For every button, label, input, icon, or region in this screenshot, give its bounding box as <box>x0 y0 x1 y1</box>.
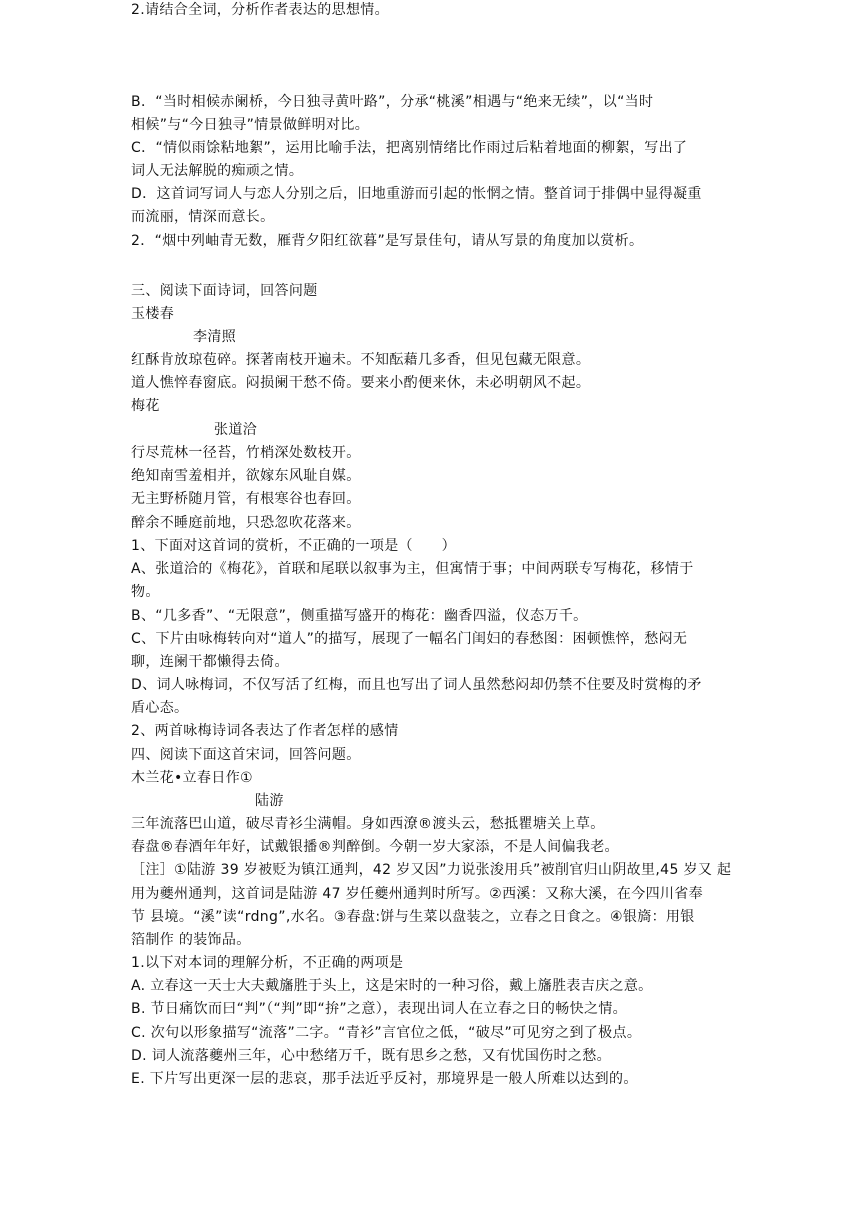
text-line: 三、阅读下面诗词，回答问题 <box>131 283 318 299</box>
text-line: 聊，连阑干都懒得去倚。 <box>131 654 289 670</box>
text-line: 红酥肯放琼苞碎。探著南枝开遍未。不知酝藉几多香，但见包藏无限意。 <box>131 352 591 368</box>
text-line: 玉楼春 <box>131 306 175 322</box>
text-line: 箔制作 的装饰品。 <box>131 932 251 948</box>
text-line: 无主野桥随月管，有根寒谷也春回。 <box>131 491 361 507</box>
text-line: C．“情似雨馀粘地絮”，运用比喻手法，把离别情绪比作雨过后粘着地面的柳絮，写出了 <box>131 140 688 156</box>
text-line: 张道洽 <box>214 422 258 438</box>
text-line: C、下片由咏梅转向对“道人”的描写，展现了一幅名门闺妇的春愁图：困顿憔悴，愁闷无 <box>131 631 688 647</box>
text-line: 2.请结合全词，分析作者表达的思想情。 <box>131 2 390 18</box>
text-line: 节 县境。“溪”读“rdng”,水名。③春盘:饼与生菜以盘装之，立春之日食之。④银旖：用银 <box>131 909 695 925</box>
text-line: ［注］①陆游 39 岁被贬为镇江通判，42 岁又因”力说张浚用兵”被削官归山阴故里,45 岁又 起 <box>131 862 732 878</box>
text-line: 2、两首咏梅诗词各表达了作者怎样的感情 <box>131 723 399 739</box>
text-line: 盾心态。 <box>131 700 189 716</box>
text-line: 三年流落巴山道，破尽青衫尘满帽。身如西潦®渡头云，愁抵瞿塘关上草。 <box>131 816 605 832</box>
text-line: B．“当时相候赤阑桥，今日独寻黄叶路”，分承“桃溪”相遇与“绝来无续”，以“当时 <box>131 94 654 110</box>
text-line: 1、下面对这首词的赏析，不正确的一项是（ ） <box>131 538 456 554</box>
text-line: 木兰花•立春日作① <box>131 770 253 786</box>
text-line: 四、阅读下面这首宋词，回答问题。 <box>131 747 361 763</box>
text-line: 用为夔州通判，这首词是陆游 47 岁任夔州通判时所写。②西溪：又称大溪，在今四川省奉 <box>131 886 703 902</box>
text-line: 春盘®春酒年年好，试戴银播®判醉倒。今朝一岁大家添，不是人间偏我老。 <box>131 839 619 855</box>
text-line: 行尽荒林一径苔，竹梢深处数枝开。 <box>131 445 361 461</box>
text-line: 词人无法解脱的痴顽之情。 <box>131 163 304 179</box>
text-line: D．这首词写词人与恋人分别之后，旧地重游而引起的怅惘之情。整首词于排偶中显得凝重 <box>131 186 702 202</box>
text-line: D、词人咏梅词，不仅写活了红梅，而且也写出了词人虽然愁闷却仍禁不住要及时赏梅的矛 <box>131 677 702 693</box>
text-line: 2．“烟中列岫青无数，雁背夕阳红欲暮”是写景佳句，请从写景的角度加以赏析。 <box>131 233 644 249</box>
text-line: 物。 <box>131 584 160 600</box>
text-line: B、“几多香”、“无限意”，侧重描写盛开的梅花：幽香四溢，仪态万千。 <box>131 608 588 624</box>
text-line: 梅花 <box>131 398 160 414</box>
text-line: 绝知南雪羞相并，欲嫁东风耻自媒。 <box>131 468 361 484</box>
text-line: E. 下片写出更深一层的悲哀，那手法近乎反衬，那境界是一般人所难以达到的。 <box>131 1071 638 1087</box>
text-line: B. 节日痛饮而曰“判”（“判”即“拚”之意），表现出词人在立春之日的畅快之情。 <box>131 1001 628 1017</box>
text-line: A. 立春这一天士大夫戴旛胜于头上，这是宋时的一种习俗，戴上旛胜表吉庆之意。 <box>131 978 653 994</box>
text-line: A、张道洽的《梅花》，首联和尾联以叙事为主，但寓情于事；中间两联专写梅花，移情于 <box>131 561 694 577</box>
text-line: 相候”与“今日独寻”情景做鲜明对比。 <box>131 117 370 133</box>
text-line: 道人憔悴春窗底。闷损阑干愁不倚。要来小酌便来休，未必明朝风不起。 <box>131 375 591 391</box>
text-line: 1.以下对本词的理解分析，不正确的两项是 <box>131 955 404 971</box>
text-line: 而流丽，情深而意长。 <box>131 209 275 225</box>
text-line: 醉余不睡庭前地，只恐忽吹花落来。 <box>131 515 361 531</box>
text-line: C. 次句以形象描写“流落”二字。“青衫”言官位之低，“破尽”可见穷之到了极点。 <box>131 1025 642 1041</box>
text-line: D. 词人流落夔州三年，心中愁绪万千，既有思乡之愁，又有忧国伤时之愁。 <box>131 1048 611 1064</box>
text-line: 李清照 <box>193 329 237 345</box>
text-line: 陆游 <box>255 793 284 809</box>
